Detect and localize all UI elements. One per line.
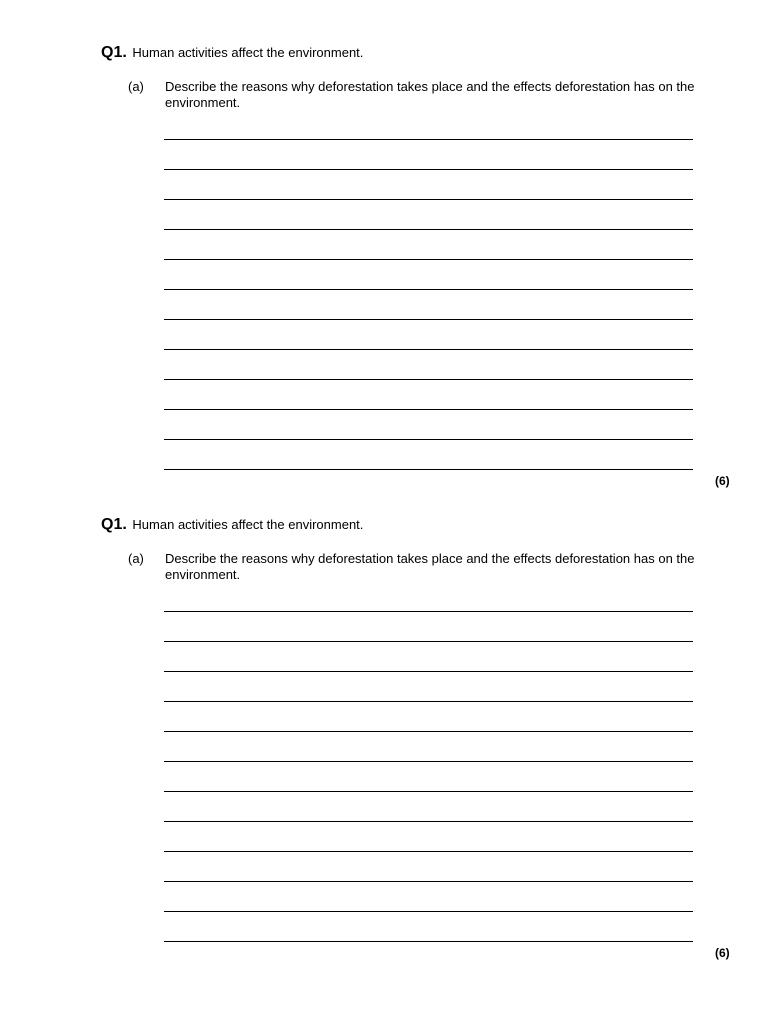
answer-line — [164, 791, 693, 792]
marks-label: (6) — [715, 474, 730, 488]
answer-line — [164, 409, 693, 410]
question-stem: Human activities affect the environment. — [132, 45, 364, 60]
answer-line — [164, 911, 693, 912]
answer-line — [164, 881, 693, 882]
part-text: Describe the reasons why deforestation takes place and the effects deforestation has on the environment. — [165, 551, 695, 582]
answer-line — [164, 731, 693, 732]
answer-line — [164, 319, 693, 320]
answer-line — [164, 941, 693, 942]
question-number: Q1. — [101, 44, 127, 61]
answer-line — [164, 199, 693, 200]
question-header — [101, 516, 363, 534]
answer-line — [164, 611, 693, 612]
part-label: (a) — [128, 551, 144, 566]
answer-line — [164, 349, 693, 350]
answer-line — [164, 701, 693, 702]
answer-line — [164, 259, 693, 260]
question-stem: Human activities affect the environment. — [132, 517, 364, 532]
part-label: (a) — [128, 79, 144, 94]
answer-line — [164, 851, 693, 852]
answer-line — [164, 641, 693, 642]
answer-line — [164, 761, 693, 762]
answer-line — [164, 289, 693, 290]
answer-line — [164, 469, 693, 470]
answer-line — [164, 821, 693, 822]
question-header — [101, 44, 363, 62]
question-block-2 — [0, 516, 768, 988]
answer-line — [164, 229, 693, 230]
answer-line — [164, 439, 693, 440]
answer-line — [164, 671, 693, 672]
part-text: Describe the reasons why deforestation takes place and the effects deforestation has on the environment. — [165, 79, 695, 110]
answer-line — [164, 139, 693, 140]
question-number: Q1. — [101, 516, 127, 533]
question-block-1 — [0, 44, 768, 516]
answer-line — [164, 379, 693, 380]
marks-label: (6) — [715, 946, 730, 960]
answer-line — [164, 169, 693, 170]
